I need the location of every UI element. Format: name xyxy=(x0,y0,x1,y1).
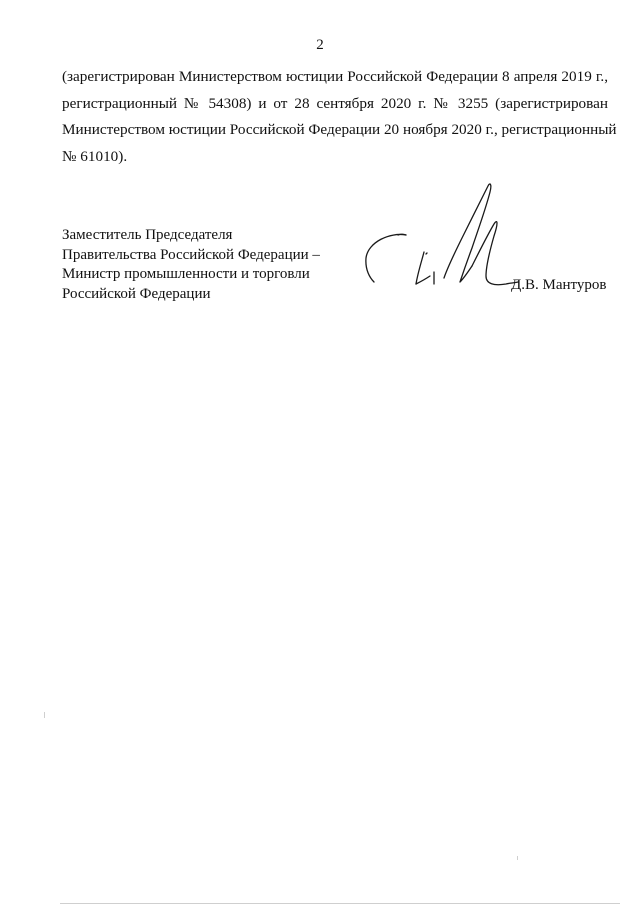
signatory-title-line: Министр промышленности и торговли xyxy=(62,266,310,282)
signatory-title-line: Российской Федерации xyxy=(62,285,211,302)
body-paragraph xyxy=(62,64,617,170)
scan-artifact xyxy=(44,712,45,718)
body-line: Министерством юстиции Российской Федерации 20 ноября 2020 г., регистрационный xyxy=(62,121,617,138)
scan-artifact xyxy=(517,856,518,860)
scan-edge xyxy=(60,903,620,904)
handwritten-signature xyxy=(360,180,520,300)
body-line: № 61010). xyxy=(62,147,128,165)
signatory-title-line: Правительства Российской Федерации – xyxy=(62,246,320,263)
page-number: 2 xyxy=(316,37,324,53)
body-line: (зарегистрирован Министерством юстиции Российской Федерации 8 апреля 2019 г., xyxy=(62,68,608,85)
signatory-title-line: Заместитель Председателя xyxy=(62,227,233,243)
signatory-title xyxy=(62,226,320,304)
signatory-name: Д.В. Мантуров xyxy=(511,277,607,293)
body-line: регистрационный № 54308) и от 28 сентября 2020 г. № 3255 (зарегистрирован xyxy=(62,94,608,112)
